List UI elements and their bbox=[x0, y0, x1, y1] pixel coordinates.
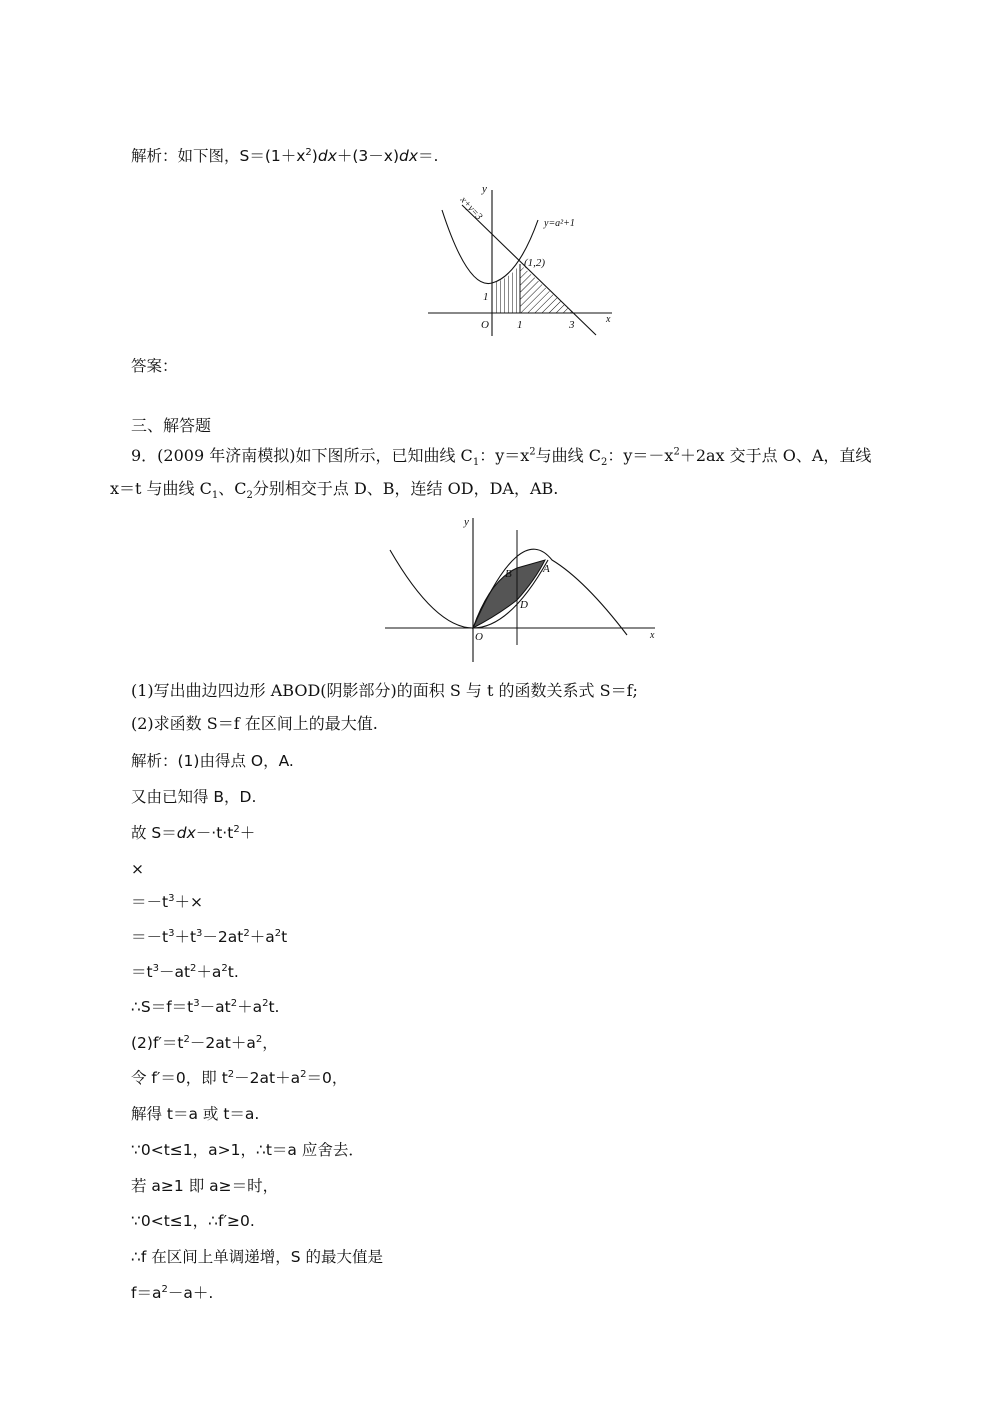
q8-solution-line bbox=[131, 145, 438, 167]
sol-16-sup: 2 bbox=[161, 1283, 168, 1295]
fig1-label-point: (1,2) bbox=[524, 257, 546, 269]
sol-line-13: 若 a≥1 即 a≥＝时， bbox=[131, 1177, 279, 1195]
sol-7a: ＝t bbox=[131, 963, 153, 981]
sol-line-14: ∵0<t≤1，∴f′≥0. bbox=[131, 1212, 255, 1230]
q9-part-2: (2)求函数 S＝f 在区间上的最大值. bbox=[131, 714, 378, 733]
sol-line-15: ∴f 在区间上单调递增，S 的最大值是 bbox=[131, 1248, 384, 1266]
q9-intro-2-sub1: 1 bbox=[211, 490, 219, 502]
sol-7c: ＋a bbox=[196, 963, 222, 981]
sol-7-sup1: 3 bbox=[152, 962, 159, 974]
sol-line-1: 解析：(1)由得点 O，A. bbox=[131, 752, 294, 770]
sol-9-sup2: 2 bbox=[255, 1033, 263, 1045]
sol-10c: ＝0， bbox=[306, 1069, 348, 1087]
sol-6-sup3: 2 bbox=[243, 927, 250, 939]
sol-line-6 bbox=[131, 926, 287, 948]
sol-6b: ＋t bbox=[174, 928, 197, 946]
sol-6-sup2: 3 bbox=[196, 927, 203, 939]
sol-line-10 bbox=[131, 1067, 347, 1089]
fig1-label-x: x bbox=[606, 314, 611, 325]
sol-line-2: 又由已知得 B，D. bbox=[131, 788, 257, 806]
sol-line-8 bbox=[131, 996, 279, 1018]
fig2-label-x: x bbox=[650, 630, 655, 641]
fig2-label-d: D bbox=[520, 599, 528, 611]
sol-10-sup1: 2 bbox=[227, 1068, 235, 1080]
sol-6-sup1: 3 bbox=[168, 927, 175, 939]
sol-line-11: 解得 t＝a 或 t＝a. bbox=[131, 1105, 260, 1123]
q8-solution-text-4: ＝. bbox=[418, 147, 439, 165]
q9-intro-2c: 分别相交于点 D、B，连结 OD，DA，AB. bbox=[252, 479, 559, 498]
sol-9-sup1: 2 bbox=[183, 1033, 190, 1045]
sol-3-sup: 2 bbox=[233, 823, 240, 835]
q8-dx-1: dx bbox=[317, 147, 337, 165]
sol-7d: t. bbox=[227, 963, 239, 981]
sol-10b: －2at＋a bbox=[234, 1069, 301, 1087]
q9-intro-2b: 、C bbox=[218, 479, 247, 498]
sol-9a: (2)f′＝t bbox=[131, 1034, 184, 1052]
fig1-label-y-1: 1 bbox=[483, 291, 489, 303]
sol-6a: ＝－t bbox=[131, 928, 169, 946]
fig1-label-tick-1: 1 bbox=[517, 319, 523, 331]
q8-solution-text-3: ＋(3－x) bbox=[336, 147, 400, 165]
q9-intro-1-sub1: 1 bbox=[472, 457, 480, 469]
sol-8d: t. bbox=[268, 998, 280, 1016]
sol-3-dx: dx bbox=[176, 824, 196, 842]
sol-8a: ∴S＝f＝t bbox=[131, 998, 194, 1016]
sol-8-sup3: 2 bbox=[262, 997, 269, 1009]
q8-solution-text-2: ) bbox=[311, 147, 318, 165]
q9-intro-1a: 9．(2009 年济南模拟)如下图所示，已知曲线 C bbox=[131, 446, 473, 465]
fig2-label-b: B bbox=[505, 568, 512, 580]
sol-6-sup4: 2 bbox=[274, 927, 282, 939]
q8-dx-2: dx bbox=[399, 147, 419, 165]
sol-10a: 令 f′＝0，即 t bbox=[131, 1069, 228, 1087]
q9-intro-1b: ：y＝x bbox=[479, 446, 530, 465]
sol-3a: 故 S＝ bbox=[131, 824, 177, 842]
sol-5b: ＋× bbox=[174, 893, 203, 911]
sol-7-sup2: 2 bbox=[190, 962, 197, 974]
sol-7b: －at bbox=[158, 963, 191, 981]
figure-2 bbox=[380, 510, 670, 665]
shaded-region-left bbox=[492, 264, 520, 313]
sol-6d: ＋a bbox=[249, 928, 275, 946]
sol-line-16 bbox=[131, 1282, 213, 1304]
q9-intro-2-sub2: 2 bbox=[246, 490, 253, 502]
section-heading: 三、解答题 bbox=[131, 416, 212, 435]
q9-intro-1-sup2: 2 bbox=[673, 446, 680, 458]
sol-line-5 bbox=[131, 891, 203, 913]
sol-line-3 bbox=[131, 822, 255, 844]
sol-8c: ＋a bbox=[237, 998, 263, 1016]
sol-6e: t bbox=[281, 928, 288, 946]
q9-intro-2a: x＝t 与曲线 C bbox=[110, 479, 212, 498]
figure-1 bbox=[420, 180, 640, 340]
q8-answer-label: 答案： bbox=[131, 357, 178, 375]
sol-16b: －a＋. bbox=[167, 1284, 214, 1302]
sol-8-sup1: 3 bbox=[193, 997, 200, 1009]
q9-intro-line-2 bbox=[110, 478, 558, 500]
sol-16a: f＝a bbox=[131, 1284, 162, 1302]
q9-intro-1c: 与曲线 C bbox=[535, 446, 601, 465]
q9-part-1: (1)写出曲边四边形 ABOD(阴影部分)的面积 S 与 t 的函数关系式 S＝f; bbox=[131, 681, 638, 700]
fig1-label-line: x+y=3 bbox=[457, 194, 485, 223]
fig1-label-origin: O bbox=[481, 319, 489, 331]
fig1-label-curve: y=a²+1 bbox=[544, 218, 575, 229]
fig2-label-origin: O bbox=[475, 631, 483, 643]
sol-7-sup3: 2 bbox=[221, 962, 228, 974]
fig1-label-tick-3: 3 bbox=[569, 319, 575, 331]
sol-line-12: ∵0<t≤1，a>1，∴t＝a 应舍去． bbox=[131, 1141, 364, 1159]
sol-line-4: × bbox=[131, 860, 144, 878]
fig2-label-a: A bbox=[543, 563, 550, 575]
q8-solution-sup: 2 bbox=[305, 146, 312, 158]
sol-5a: ＝－t bbox=[131, 893, 169, 911]
q9-intro-1-sub2: 2 bbox=[600, 457, 608, 469]
fig2-label-y: y bbox=[464, 516, 469, 528]
line-x-plus-y-eq-3 bbox=[462, 205, 596, 335]
sol-9b: －2at＋a bbox=[189, 1034, 256, 1052]
sol-3b: －·t·t bbox=[195, 824, 234, 842]
sol-line-9 bbox=[131, 1032, 278, 1054]
sol-8-sup2: 2 bbox=[230, 997, 238, 1009]
sol-3c: ＋ bbox=[239, 824, 256, 842]
q9-intro-line-1 bbox=[131, 445, 871, 467]
sol-10-sup2: 2 bbox=[300, 1068, 307, 1080]
sol-9c: ， bbox=[262, 1034, 278, 1052]
sol-5-sup: 3 bbox=[168, 892, 175, 904]
sol-6c: －2at bbox=[202, 928, 244, 946]
sol-8b: －at bbox=[199, 998, 231, 1016]
q8-solution-text: 解析：如下图，S＝(1＋x bbox=[131, 147, 306, 165]
q9-intro-1d: ：y＝－x bbox=[607, 446, 674, 465]
sol-line-7 bbox=[131, 961, 239, 983]
q9-intro-1e: ＋2ax 交于点 O、A，直线 bbox=[679, 446, 872, 465]
q9-intro-1-sup: 2 bbox=[529, 446, 536, 458]
fig1-label-y: y bbox=[482, 183, 487, 195]
